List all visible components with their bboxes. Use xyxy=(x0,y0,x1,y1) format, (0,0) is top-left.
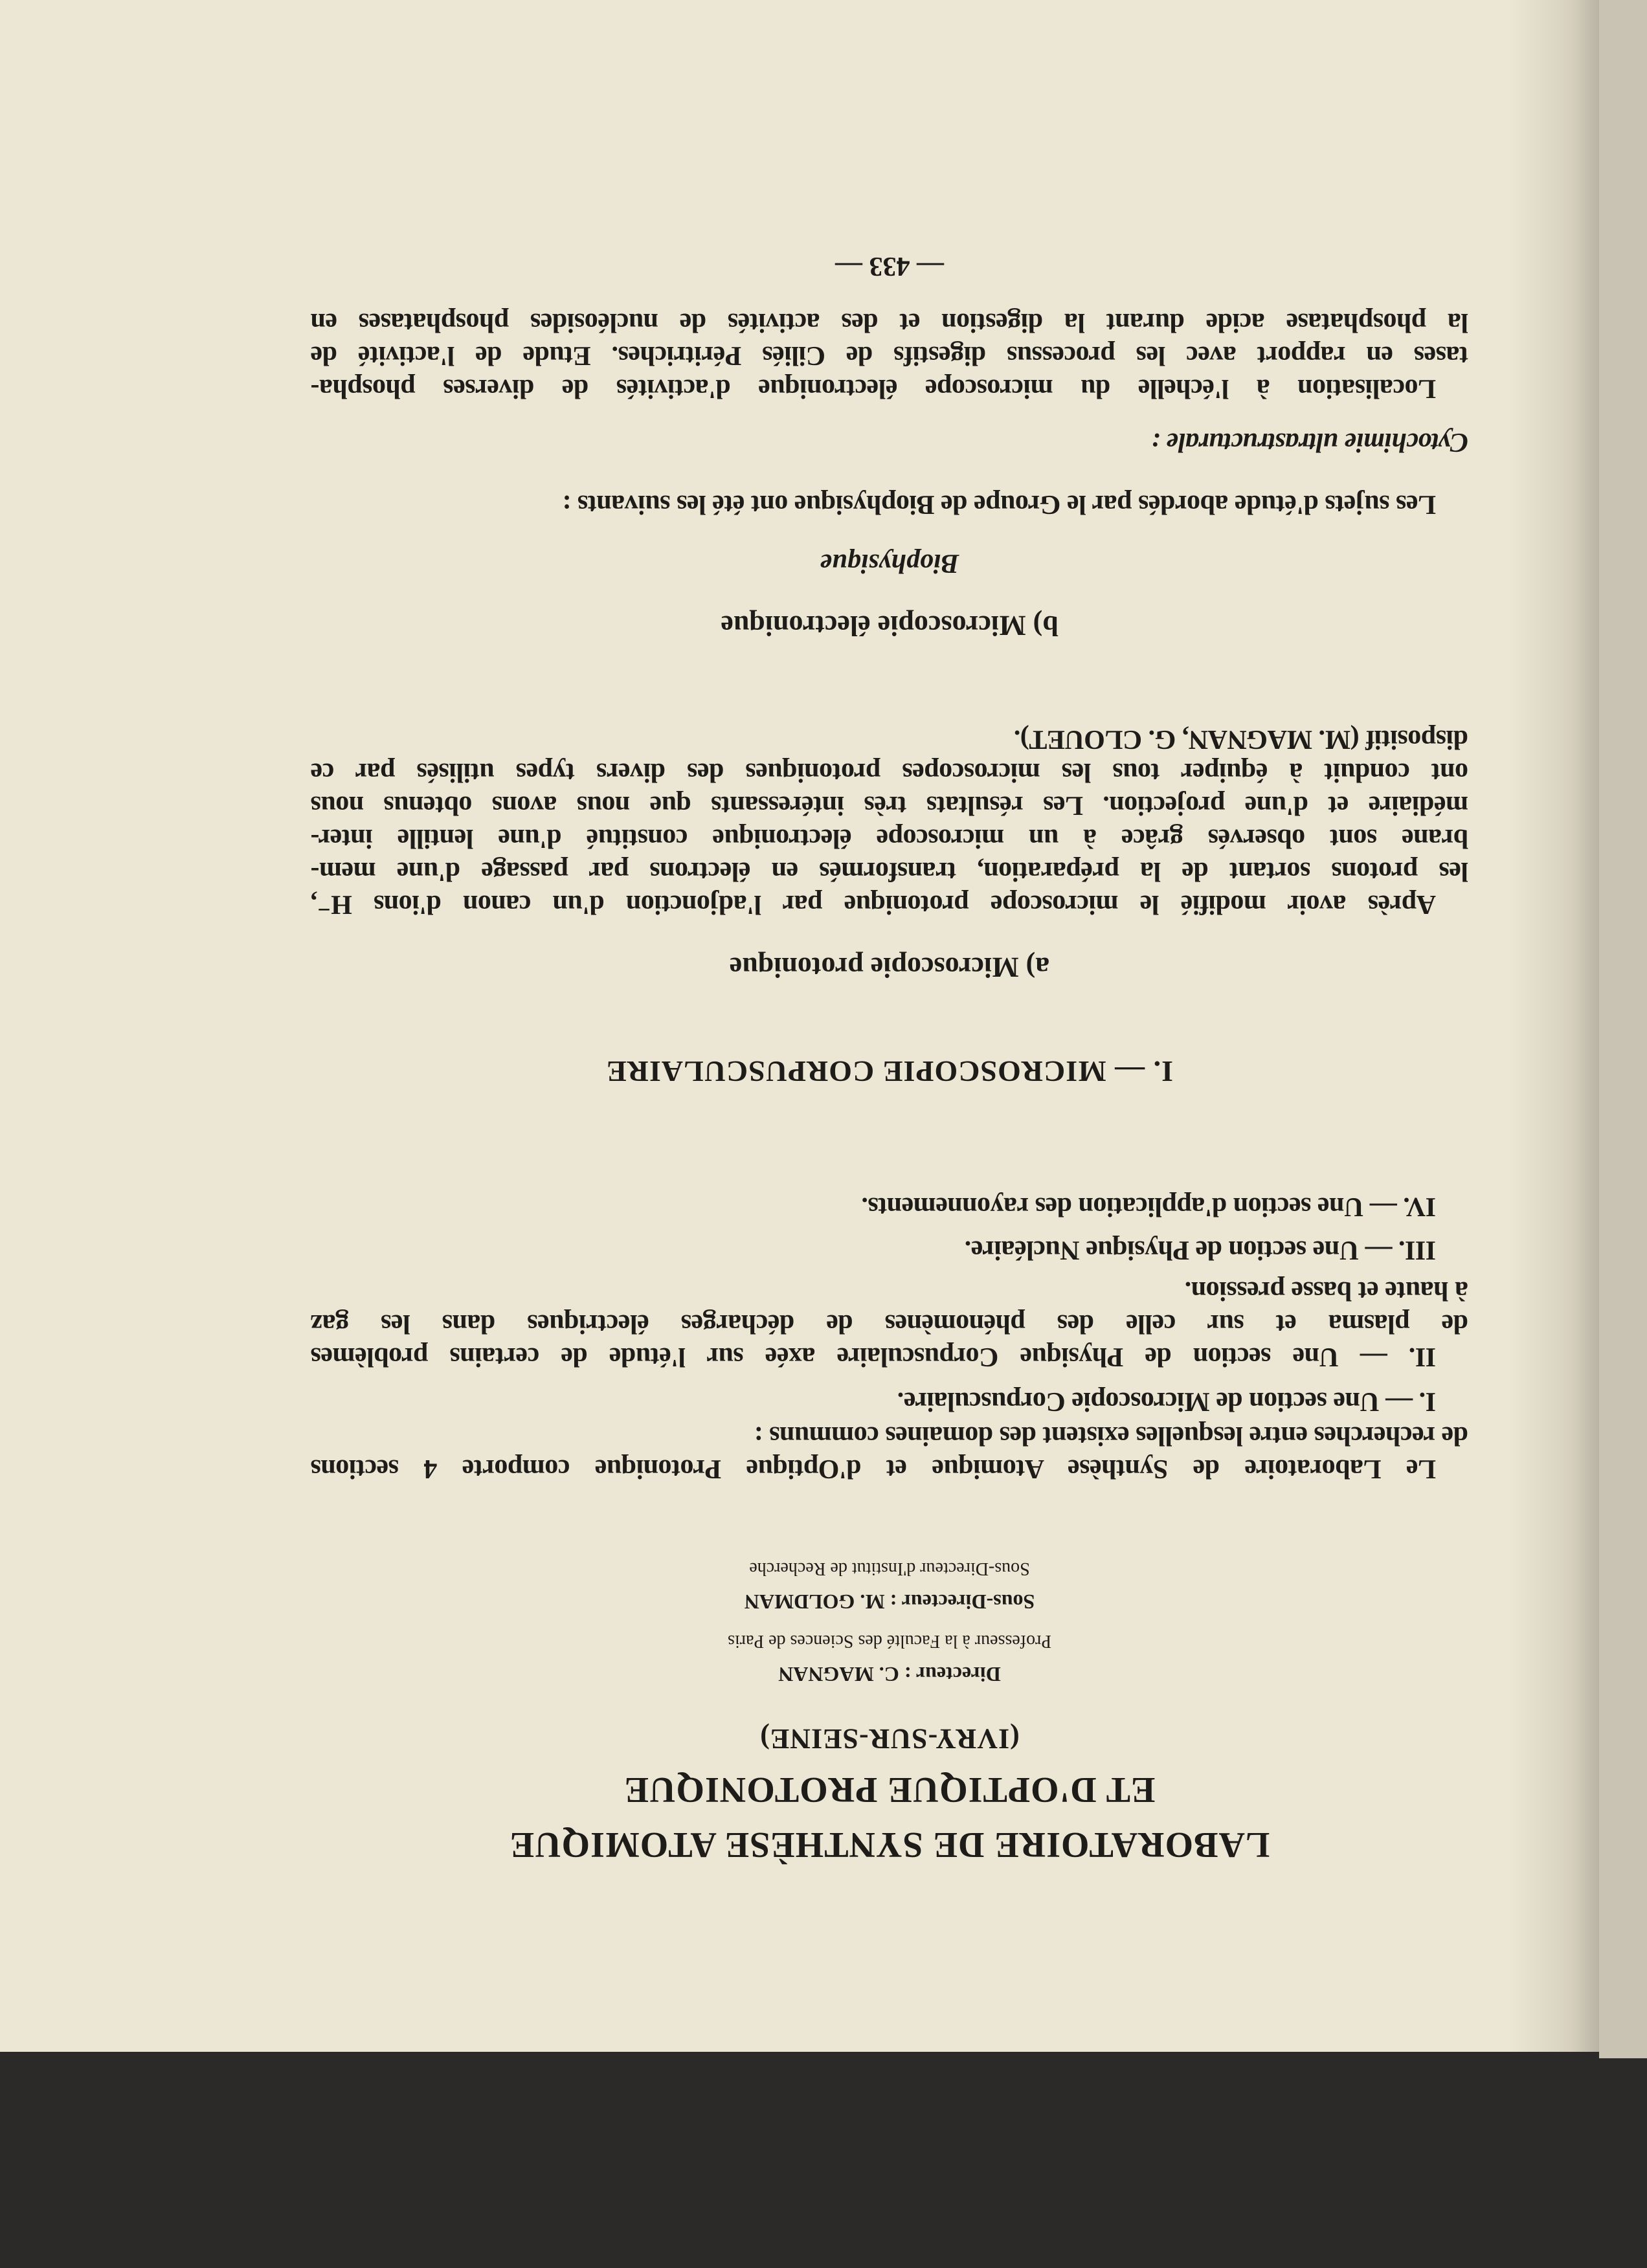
paragraph-b xyxy=(311,306,1468,405)
text-line: Les sujets d'étude abordés par le Groupe de Biophysique ont été les suivants : xyxy=(562,489,1436,519)
subdirector: Sous-Directeur : M. GOLDMAN xyxy=(744,1590,1035,1614)
subsection-heading-b: b) Microscopie électronique xyxy=(721,610,1059,641)
text-line: de recherches entre lesquelles existent des domaines communs : xyxy=(754,1421,1468,1451)
section-heading: I. — MICROSCOPIE CORPUSCULAIRE xyxy=(606,1055,1173,1088)
paragraph-a xyxy=(311,722,1468,920)
subdirector-title: Sous-Directeur d'Institut de Recherche xyxy=(749,1559,1030,1579)
sections-list xyxy=(311,1190,1468,1418)
topic-label xyxy=(311,425,1468,458)
text-line: tases en rapport avec les processus digestifs de Ciliés Péritriches. Etude de l'activité de xyxy=(311,340,1468,370)
intro-paragraph xyxy=(311,1419,1468,1485)
subsection-heading-a: a) Microscopie protonique xyxy=(729,951,1050,983)
page-number: — 433 — xyxy=(835,251,944,281)
text-line: Après avoir modifié le microscope protonique par l'adjonction d'un canon d'ions H⁻, xyxy=(311,889,1436,919)
text-line: dispositif (M. MAGNAN, G. CLOUET). xyxy=(1014,724,1468,754)
director: Directeur : C. MAGNAN xyxy=(778,1663,1001,1686)
list-item-continued: de plasma et sur celle des phénomènes de décharges électriques dans les gaz xyxy=(311,1309,1468,1339)
list-item: I. — Une section de Microscopie Corpusculaire. xyxy=(897,1386,1436,1416)
title-line-1: LABORATOIRE DE SYNTHÈSE ATOMIQUE xyxy=(509,1825,1270,1865)
text-line: brane sont observés grâce à un microscope électronique constitué d'une lentille inter- xyxy=(311,823,1468,853)
text-line: la phosphatase acide durant la digestion et des activités de nucléosides phosphatases en xyxy=(311,307,1468,337)
title-line-2: ET D'OPTIQUE PROTONIQUE xyxy=(623,1770,1156,1810)
location: (IVRY-SUR-SEINE) xyxy=(759,1723,1020,1755)
list-item: II. — Une section de Physique Corpusculaire axée sur l'étude de certains problèmes xyxy=(311,1342,1436,1372)
text-line: les protons sortant de la préparation, transformés en électrons par passage d'une mem- xyxy=(311,856,1468,886)
list-item-continued: à haute et basse pression. xyxy=(1185,1276,1468,1306)
text-line: Le Laboratoire de Synthèse Atomique et d'Optique Protonique comporte 4 sections xyxy=(311,1454,1436,1484)
director-title: Professeur à la Faculté des Sciences de Paris xyxy=(728,1631,1051,1651)
subheading-biophysique: Biophysique xyxy=(820,548,959,578)
topic-cytochimie: Cytochimie ultrastructurale : xyxy=(1151,427,1468,457)
text-line: Localisation à l'échelle du microscope électronique d'activités de diverses phospha- xyxy=(311,373,1436,403)
page-edge xyxy=(1599,0,1647,2058)
paragraph-b-intro xyxy=(311,487,1468,520)
text-line: médiaire et d'une projection. Les résultats très intéressants que nous avons obtenus nous xyxy=(311,790,1468,820)
list-item: IV. — Une section d'application des rayonnements. xyxy=(861,1192,1436,1221)
list-item: III. — Une section de Physique Nucléaire. xyxy=(965,1235,1436,1265)
text-line: ont conduit à équiper tous les microscopes protoniques des divers types utilisés par ce xyxy=(311,757,1468,787)
